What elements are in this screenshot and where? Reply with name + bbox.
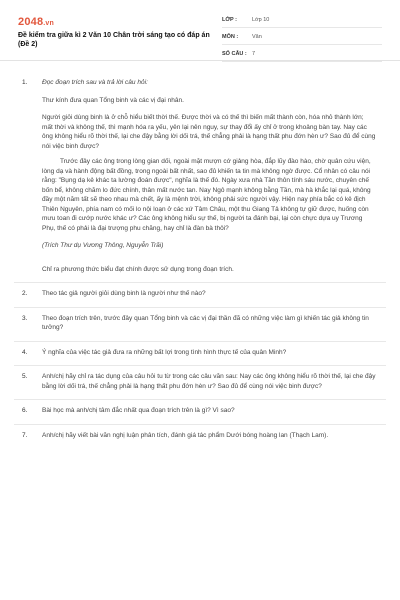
question-number: 1. xyxy=(22,79,28,86)
question-5 xyxy=(0,366,400,399)
question-4 xyxy=(0,342,400,366)
question-number: 4. xyxy=(22,348,28,356)
question-list xyxy=(0,78,400,448)
question-text: Theo đoạn trích trên, trước đây quan Tổng binh và các vị đại thần đã có những việc làm gì khiến tác giả không tin tưởng? xyxy=(42,314,369,331)
page-title: Đề kiểm tra giữa kì 2 Văn 10 Chân trời sáng tạo có đáp án (Đề 2) xyxy=(18,32,210,48)
passage-paragraph-2: Trước đây các ông trong lòng gian dối, ngoài mặt mượn cớ giảng hòa, đắp lũy đào hào, chờ quân cứu viện, lòng dạ và hành động bất đồng, trong ngoài bất nhất, sao đủ khiến ta tin mà không ngờ được. Cổ nhân có câu nói rằng: "Bụng dạ kẻ khác ta lường đoán được", nghĩa là thế đó. Ngày xưa nhà Tần thôn tính sáu nước, chuyên chế bốn bể, không chăm lo đức chính, thân mất nước tan. Nay Ngô mạnh không bằng Tần, mà hà khắc lại quá, không đầy một năm tất sẽ theo nhau mà chết, ấy là mệnh trời, không phải sức người vậy. Hiện nay phía bắc có kẻ địch Thiên Nguyên, phía nam có mối lo nội loạn ở các xứ Tâm Châu, một thu Giang Tả không tự giữ được, huống còn mưu toan đi cướp nước khác ư? Các ông không hiểu sự thế, bị người ta đánh bại, lại còn chực dựa uy Trương Phụ, thế có phải là đại trượng phu chăng, hay chỉ là đàn bà thôi? xyxy=(42,158,371,232)
logo-suffix: .vn xyxy=(43,20,54,27)
question-7 xyxy=(0,425,400,449)
meta-row-class xyxy=(222,13,382,28)
meta-value: Văn xyxy=(252,34,262,40)
meta-row-subject xyxy=(222,30,382,45)
question-text: Bài học mà anh/chị tâm đắc nhất qua đoạn trích trên là gì? Vì sao? xyxy=(42,407,235,414)
site-logo[interactable] xyxy=(18,16,54,28)
question-text: Chỉ ra phương thức biểu đạt chính được sử dụng trong đoạn trích. xyxy=(42,265,234,273)
question-1 xyxy=(0,78,400,282)
meta-label: LỚP : xyxy=(222,17,237,23)
question-text: Theo tác giả người giỏi dùng binh là người như thế nào? xyxy=(42,290,206,297)
passage-citation: (Trích Thư dụ Vương Thông, Nguyễn Trãi) xyxy=(42,242,164,249)
question-text: Anh/chị hãy viết bài văn nghị luận phân tích, đánh giá tác phẩm Dưới bóng hoàng lan (Thạch Lam). xyxy=(42,431,329,439)
question-instruction: Đọc đoạn trích sau và trả lời câu hỏi: xyxy=(42,79,148,86)
passage-greeting: Thư kính đưa quan Tổng binh và các vị đại nhân. xyxy=(42,96,184,104)
question-number: 2. xyxy=(22,290,28,297)
meta-table xyxy=(222,13,382,64)
question-text: Anh/chị hãy chỉ ra tác dụng của câu hỏi tu từ trong các câu văn sau: Nay các ông không hiểu rõ thời thế, lại che đậy bằng lời dối trá, thế chẳng phải là hạng thất phu đớn hèn ư? Sao đủ để cùng nói việc binh được? xyxy=(42,373,376,390)
logo-main: 2048 xyxy=(18,16,44,28)
question-text: Ý nghĩa của việc tác giả đưa ra những bất lợi trong tình hình thực tế của quân Minh? xyxy=(42,348,287,356)
meta-row-count xyxy=(222,47,382,62)
header xyxy=(0,0,400,61)
question-number: 6. xyxy=(22,407,28,414)
question-6 xyxy=(0,400,400,424)
meta-label: MÔN : xyxy=(222,34,239,40)
question-3 xyxy=(0,308,400,341)
question-number: 5. xyxy=(22,373,28,380)
question-number: 7. xyxy=(22,431,28,439)
question-2 xyxy=(0,283,400,307)
question-number: 3. xyxy=(22,314,28,322)
meta-value: Lớp 10 xyxy=(252,17,270,23)
passage-paragraph-1: Người giỏi dùng binh là ở chỗ hiểu biết thời thế. Được thời và có thế thì biến mất thành còn, hóa nhỏ thành lớn; mất thời và không thế, thì mạnh hóa ra yếu, yên lại nên nguy, sự thay đổi ấy chỉ ở trong khoảng bàn tay. Nay các ông không hiểu rõ thời thế, lại che đậy bằng lời dối trá, thế chẳng phải là hạng thất phu đớn hèn ư? Sao đủ để cùng nói việc binh được? xyxy=(42,114,376,150)
meta-label: SỐ CÂU : xyxy=(222,51,247,57)
meta-value: 7 xyxy=(252,51,256,57)
